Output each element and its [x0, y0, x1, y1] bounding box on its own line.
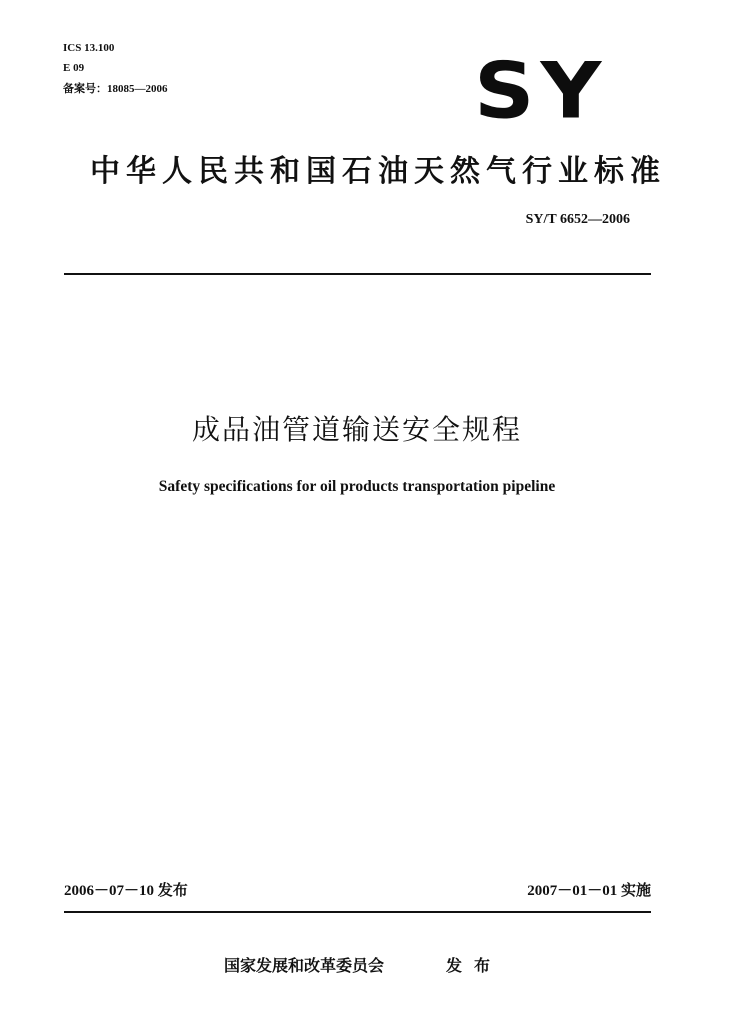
issued-label: 发布 [446, 956, 503, 975]
document-title: 成品油管道输送安全规程 [191, 413, 522, 446]
record-number: 备案号：18085—2006 [63, 83, 168, 95]
effective-date: 2007－01－01 实施 [527, 883, 651, 899]
standard-number: SY/T 6652—2006 [525, 212, 630, 227]
ics-code: ICS 13.100 [63, 42, 115, 54]
top-divider [64, 273, 651, 275]
publish-date: 2006－07－10 发布 [64, 883, 188, 899]
bottom-divider [64, 911, 651, 913]
ccs-code: E 09 [63, 62, 85, 74]
issuing-authority: 国家发展和改革委员会 [224, 956, 385, 975]
standard-category-title: 中华人民共和国石油天然气行业标准 [90, 154, 666, 189]
sy-logo: SY [474, 45, 608, 136]
document-subtitle: Safety specifications for oil products transportation pipeline [158, 478, 556, 495]
